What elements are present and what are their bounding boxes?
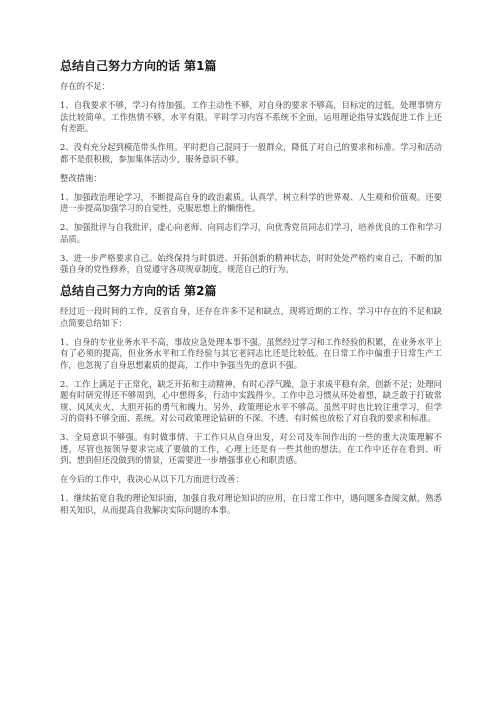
paragraph: 1、继续拓宽自我的理论知识面，加强自我对理论知识的应用，在日常工作中，遇问题多查阅文献，熟悉相关知识，从而提高自我解决实际问题的本事。 — [60, 493, 442, 515]
paragraph: 在今后的工作中，我决心从以下几方面进行改善： — [60, 474, 244, 484]
paragraph: 存在的不足： — [60, 81, 111, 91]
paragraph: 经过近一段时间的工作，反省自身，还存在许多不足和缺点，现将近期的工作、学习中存在的不足和缺点简要总结如下： — [60, 306, 442, 328]
section-2-title: 总结自己努力方向的话 第2篇 — [60, 284, 217, 298]
section-1-title: 总结自己努力方向的话 第1篇 — [60, 59, 217, 73]
paragraph: 2、没有充分起到模范带头作用。平时把自己混同于一般群众，降低了对自己的要求和标准。学习和活动都不是很积极，参加集体活动少，服务意识不够。 — [60, 142, 442, 164]
paragraph: 2、工作上满足于正常化，缺乏开拓和主动精神，有时心浮气躁，急于求成平稳有余，创新不足；处理问题有时研究得还不够周到，心中想得多，行动中实践得少。工作中总习惯从环处着想，缺乏敢于打破常规、风风火火、大胆开拓的勇气和魄力。另外，政策理论水平不够高。虽然平时也比较注重学习，但学习的资料不够全面、系统。对公司政策理论钻研的不深、不透。有时候也放松了对自我的要求和标准。 — [60, 378, 442, 423]
paragraph: 1、自我要求不够，学习有待加强。工作主动性不够，对自身的要求不够高，目标定的过低，处理事情方法比较简单。工作热情不够，水平有限。平时学习内容不系统不全面，运用理论指导实践促进工作上还有差距。 — [60, 100, 442, 133]
document-page — [60, 58, 442, 524]
paragraph: 2、加强批评与自我批评，虚心向老师、向同志们学习，向优秀党员同志们学习，培养优良的工作和学习品质。 — [60, 222, 442, 244]
paragraph: 1、自身的专业业务水平不高，事故应急处理本事不强。虽然经过学习和工作经验的积累，在业务水平上有了必须的提高，但业务水平和工作经验与其它老同志比还是比较低。在日常工作中偏重于日常生产工作，也忽视了自身思想素质的提高，工作中争强当先的意识不强。 — [60, 336, 442, 370]
paragraph: 整改措施： — [60, 172, 102, 183]
paragraph: 3、全局意识不够强。有时做事情、干工作只从自身出发，对公司及车间作出的一些的重大决策理解不透，尽管也按领导要求完成了要做的工作，心理上还是有一些其他的想法。在工作中还存在看到、听到、想到但还没做到的情景，还需要进一步增强事业心和职责感。 — [60, 432, 442, 465]
paragraph: 3、进一步严格要求自己。始终保持与时俱进、开拓创新的精神状态，时时处处严格约束自己，不断的加强自身的党性修养，自觉遵守各项规章制度，规范自己的行为。 — [60, 252, 442, 274]
paragraph: 1、加强政治理论学习，不断提高自身的政治素质。认真学，树立科学的世界观、人生观和价值观。还要进一步提高加强学习的自觉性，克服思想上的懒惰性。 — [60, 191, 442, 213]
